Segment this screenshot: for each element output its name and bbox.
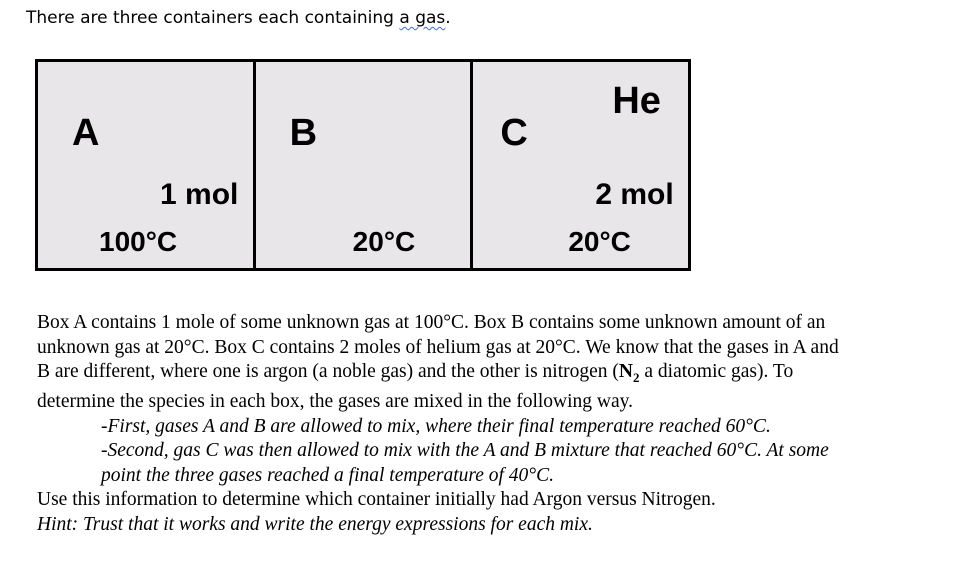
intro-heading: [26, 8, 451, 28]
intro-text: There are three containers each containing: [26, 8, 400, 28]
intro-period: .: [445, 8, 451, 28]
container-c-letter: C: [500, 112, 528, 154]
container-b-temp: 20°C: [352, 226, 416, 257]
problem-description: [37, 311, 957, 537]
para-line-2: unknown gas at 20°C. Box C contains 2 moles of helium gas at 20°C. We know that the gases in A and: [37, 336, 839, 358]
para-line-3: [37, 360, 957, 390]
nitrogen-formula: [618, 361, 640, 385]
step-two-b: point the three gases reached a final temperature of 40°C.: [101, 464, 554, 486]
nitrogen-subscript: 2: [633, 369, 640, 385]
para-line-1: Box A contains 1 mole of some unknown gas at 100°C. Box B contains some unknown amount of an: [37, 312, 826, 333]
task-line: Use this information to determine which container initially had Argon versus Nitrogen.: [37, 489, 716, 511]
nitrogen-symbol: N: [618, 361, 634, 382]
para-line-4: determine the species in each box, the gases are mixed in the following way.: [37, 391, 633, 413]
container-c-gas: He: [612, 80, 661, 122]
container-b-letter: B: [289, 112, 318, 154]
container-a: [38, 62, 256, 268]
container-a-temp: 100°C: [99, 226, 178, 257]
container-a-moles: 1 mol: [160, 178, 239, 211]
underlined-text: a gas: [399, 8, 446, 28]
container-a-letter: A: [72, 112, 100, 154]
step-one: -First, gases A and B are allowed to mix, where their final temperature reached 60°C.: [101, 415, 771, 437]
hint-line: Hint: Trust that it works and write the energy expressions for each mix.: [37, 513, 593, 535]
container-c-moles: 2 mol: [595, 178, 674, 211]
step-two-a: -Second, gas C was then allowed to mix with the A and B mixture that reached 60°C. At some: [101, 440, 829, 462]
para-line-3-end: a diatomic gas). To: [639, 361, 794, 382]
container-b: [256, 62, 474, 268]
containers-diagram: [35, 59, 691, 271]
container-c: [473, 62, 688, 268]
para-line-3-start: B are different, where one is argon (a noble gas) and the other is nitrogen (: [37, 361, 619, 382]
container-c-temp: 20°C: [568, 226, 631, 257]
